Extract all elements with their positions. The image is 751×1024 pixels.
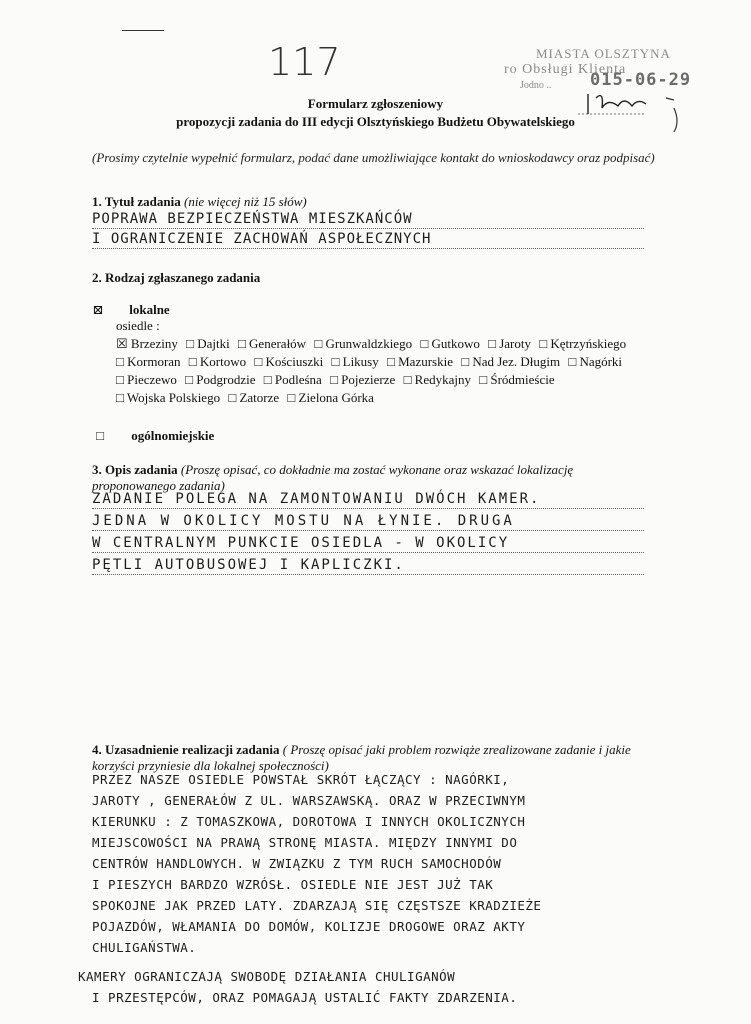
osiedle-checkbox-icon[interactable]: □ [568,354,580,369]
stamp-date: 015-06-29 [590,70,692,90]
osiedle-label: Podleśna [274,372,322,387]
osiedle-checkbox-icon[interactable]: □ [330,372,342,387]
osiedle-label: Wojska Polskiego [126,390,221,405]
osiedle-label: Pieczewo [127,372,177,387]
osiedle-checkbox-icon[interactable]: □ [403,372,415,387]
osiedle-label: Kormoran [127,354,181,369]
justification-line: KAMERY OGRANICZAJĄ SWOBODĘ DZIAŁANIA CHULIGANÓW [78,969,456,984]
osiedle-option[interactable] [330,372,395,387]
justification-line: CENTRÓW HANDLOWYCH. W ZWIĄZKU Z TYM RUCH SAMOCHODÓW [92,856,502,871]
osiedle-label: Redykajny [414,372,471,387]
description-text-1: ZADANIE POLEGA NA ZAMONTOWANIU DWÓCH KAMER. [92,491,541,507]
osiedle-option[interactable] [116,336,178,351]
section-3-hint: (Proszę opisać, co dokładnie ma zostać wykonane oraz wskazać lokalizację proponowanego zadania) [92,462,574,493]
osiedle-label: Podgrodzie [196,372,256,387]
osiedle-checkbox-icon[interactable]: ☒ [116,336,131,351]
stamp-line-2: ro Obsługi Klienta [504,62,627,77]
osiedle-option[interactable] [116,390,220,405]
osiedle-label: Grunwaldzkiego [325,336,413,351]
osiedle-checkbox-icon[interactable]: □ [420,336,432,351]
osiedle-checkbox-icon[interactable]: □ [116,390,127,405]
osiedle-option[interactable] [185,372,255,387]
osiedle-checkbox-icon[interactable]: □ [461,354,473,369]
osiedle-label: Śródmieście [490,372,555,387]
osiedle-option[interactable] [404,372,471,387]
citywide-option[interactable] [94,428,214,444]
citywide-checkbox-icon[interactable]: □ [96,428,104,443]
local-checkbox-icon[interactable]: ⊠ [92,302,104,317]
osiedle-checkbox-icon[interactable]: □ [488,336,500,351]
justification-line: I PIESZYCH BARDZO WZRÓSŁ. OSIEDLE NIE JEST JUŻ TAK [92,877,494,892]
osiedle-checkbox-icon[interactable]: □ [263,372,275,387]
justification-line: SPOKOJNE JAK PRZED LATY. ZDARZAJĄ SIĘ CZĘSTSZE KRADZIEŻE [92,898,542,913]
description-line-3[interactable] [92,532,644,553]
osiedle-checkbox-icon[interactable]: □ [254,354,266,369]
stamp-line-3: Jodno .. [520,80,552,91]
osiedle-option[interactable] [254,354,323,369]
osiedle-label: Gutkowo [431,336,480,351]
osiedle-option[interactable] [479,372,554,387]
osiedle-label: Likusy [342,354,379,369]
osiedle-label: Kętrzyńskiego [550,336,627,351]
title-text-2: I OGRANICZENIE ZACHOWAŃ ASPOŁECZNYCH [92,231,432,247]
title-text-1: POPRAWA BEZPIECZEŃSTWA MIESZKAŃCÓW [92,211,413,227]
osiedle-checkbox-icon[interactable]: □ [387,354,399,369]
osiedle-option[interactable] [314,336,412,351]
osiedle-checkbox-icon[interactable]: □ [228,390,240,405]
osiedle-option[interactable] [116,354,181,369]
osiedle-option[interactable] [420,336,480,351]
osiedle-checkbox-icon[interactable]: □ [479,372,491,387]
osiedle-label: Jaroty [499,336,531,351]
justification-line: MIEJSCOWOŚCI NA PRAWĄ STRONĘ MIASTA. MIĘDZY INNYMI DO [92,835,518,850]
osiedle-checkbox-icon[interactable]: □ [188,354,200,369]
description-text-3: W CENTRALNYM PUNKCIE OSIEDLA - W OKOLICY [92,535,510,551]
osiedle-option[interactable] [116,372,177,387]
osiedle-option[interactable] [186,336,230,351]
section-4-header [92,742,657,774]
title-line-1[interactable] [92,208,644,229]
osiedle-option[interactable] [287,390,374,405]
justification-line: I PRZESTĘPCÓW, ORAZ POMAGAJĄ USTALIĆ FAKTY ZDARZENIA. [92,990,518,1005]
osiedle-label: Brzeziny [130,336,178,351]
osiedle-label: Pojezierze [341,372,396,387]
local-label: lokalne [129,302,170,317]
citywide-label: ogólnomiejskie [131,428,215,443]
osiedle-option[interactable] [539,336,626,351]
osiedle-option[interactable] [461,354,560,369]
osiedle-option[interactable] [387,354,453,369]
title-line-2[interactable] [92,228,644,249]
form-title: Formularz zgłoszeniowy [307,96,444,111]
osiedle-label: Kościuszki [265,354,324,369]
description-line-4[interactable] [92,554,644,575]
osiedle-option[interactable] [238,336,306,351]
osiedle-label: Zielona Górka [298,390,374,405]
osiedla-list [116,335,656,407]
section-1-heading: 1. Tytuł zadania [92,194,181,209]
osiedle-checkbox-icon[interactable]: □ [314,336,326,351]
description-text-2: JEDNA W OKOLICY MOSTU NA ŁYNIE. DRUGA [92,513,515,529]
osiedle-checkbox-icon[interactable]: □ [186,336,198,351]
osiedle-option[interactable] [332,354,379,369]
section-3-heading: 3. Opis zadania [92,462,178,477]
osiedle-label: Zatorze [239,390,280,405]
osiedle-checkbox-icon[interactable]: □ [237,336,250,351]
osiedle-label: Generałów [249,336,307,351]
justification-line: POJAZDÓW, WŁAMANIA DO DOMÓW, KOLIZJE DROGOWE ORAZ AKTY [92,919,526,934]
form-instruction: (Prosimy czytelnie wypełnić formularz, podać dane umożliwiające kontakt do wnioskodawcy oraz podpisać) [92,150,655,165]
osiedle-label: Nagórki [579,354,623,369]
section-2-heading: 2. Rodzaj zgłaszanego zadania [92,270,261,285]
section-4-hint: ( Proszę opisać jaki problem rozwiąże zrealizowane zadanie i jakie korzyści przyniesie dla lokalnej społeczności) [92,742,631,773]
osiedle-checkbox-icon[interactable]: □ [331,354,343,369]
form-subtitle: propozycji zadania do III edycji Olsztyńskiego Budżetu Obywatelskiego [176,114,575,129]
osiedle-option[interactable] [264,372,322,387]
justification-line: JAROTY , GENERAŁÓW Z UL. WARSZAWSKĄ. ORAZ W PRZECIWNYM [92,793,526,808]
osiedle-label: osiedle : [116,318,160,333]
local-option[interactable] [92,302,170,318]
handwritten-number: 117 [268,40,341,84]
osiedle-label: Dajtki [197,336,230,351]
osiedle-checkbox-icon[interactable]: □ [185,372,197,387]
top-rule [122,30,164,31]
section-1-hint: (nie więcej niż 15 słów) [183,194,307,209]
osiedle-label: Mazurskie [398,354,453,369]
osiedle-option[interactable] [488,336,531,351]
osiedle-checkbox-icon[interactable]: □ [116,354,128,369]
description-line-2[interactable] [92,510,644,531]
osiedle-option[interactable] [228,390,279,405]
section-4-heading: 4. Uzasadnienie realizacji zadania [92,742,280,757]
osiedle-label: Nad Jez. Długim [472,354,561,369]
osiedle-label: Kortowo [199,354,247,369]
description-line-1[interactable] [92,488,644,509]
osiedle-checkbox-icon[interactable]: □ [116,372,128,387]
justification-line: CHULIGAŃSTWA. [92,940,197,955]
justification-line: PRZEZ NASZE OSIEDLE POWSTAŁ SKRÓT ŁĄCZĄCY : NAGÓRKI, [92,772,510,787]
osiedle-checkbox-icon[interactable]: □ [539,336,551,351]
stamp-line-1: MIASTA OLSZTYNA [536,46,671,61]
osiedle-option[interactable] [568,354,622,369]
osiedle-checkbox-icon[interactable]: □ [287,390,299,405]
justification-line: KIERUNKU : Z TOMASZKOWA, DOROTOWA I INNYCH OKOLICZNYCH [92,814,526,829]
description-text-4: PĘTLI AUTOBUSOWEJ I KAPLICZKI. [92,557,405,573]
osiedle-option[interactable] [189,354,246,369]
